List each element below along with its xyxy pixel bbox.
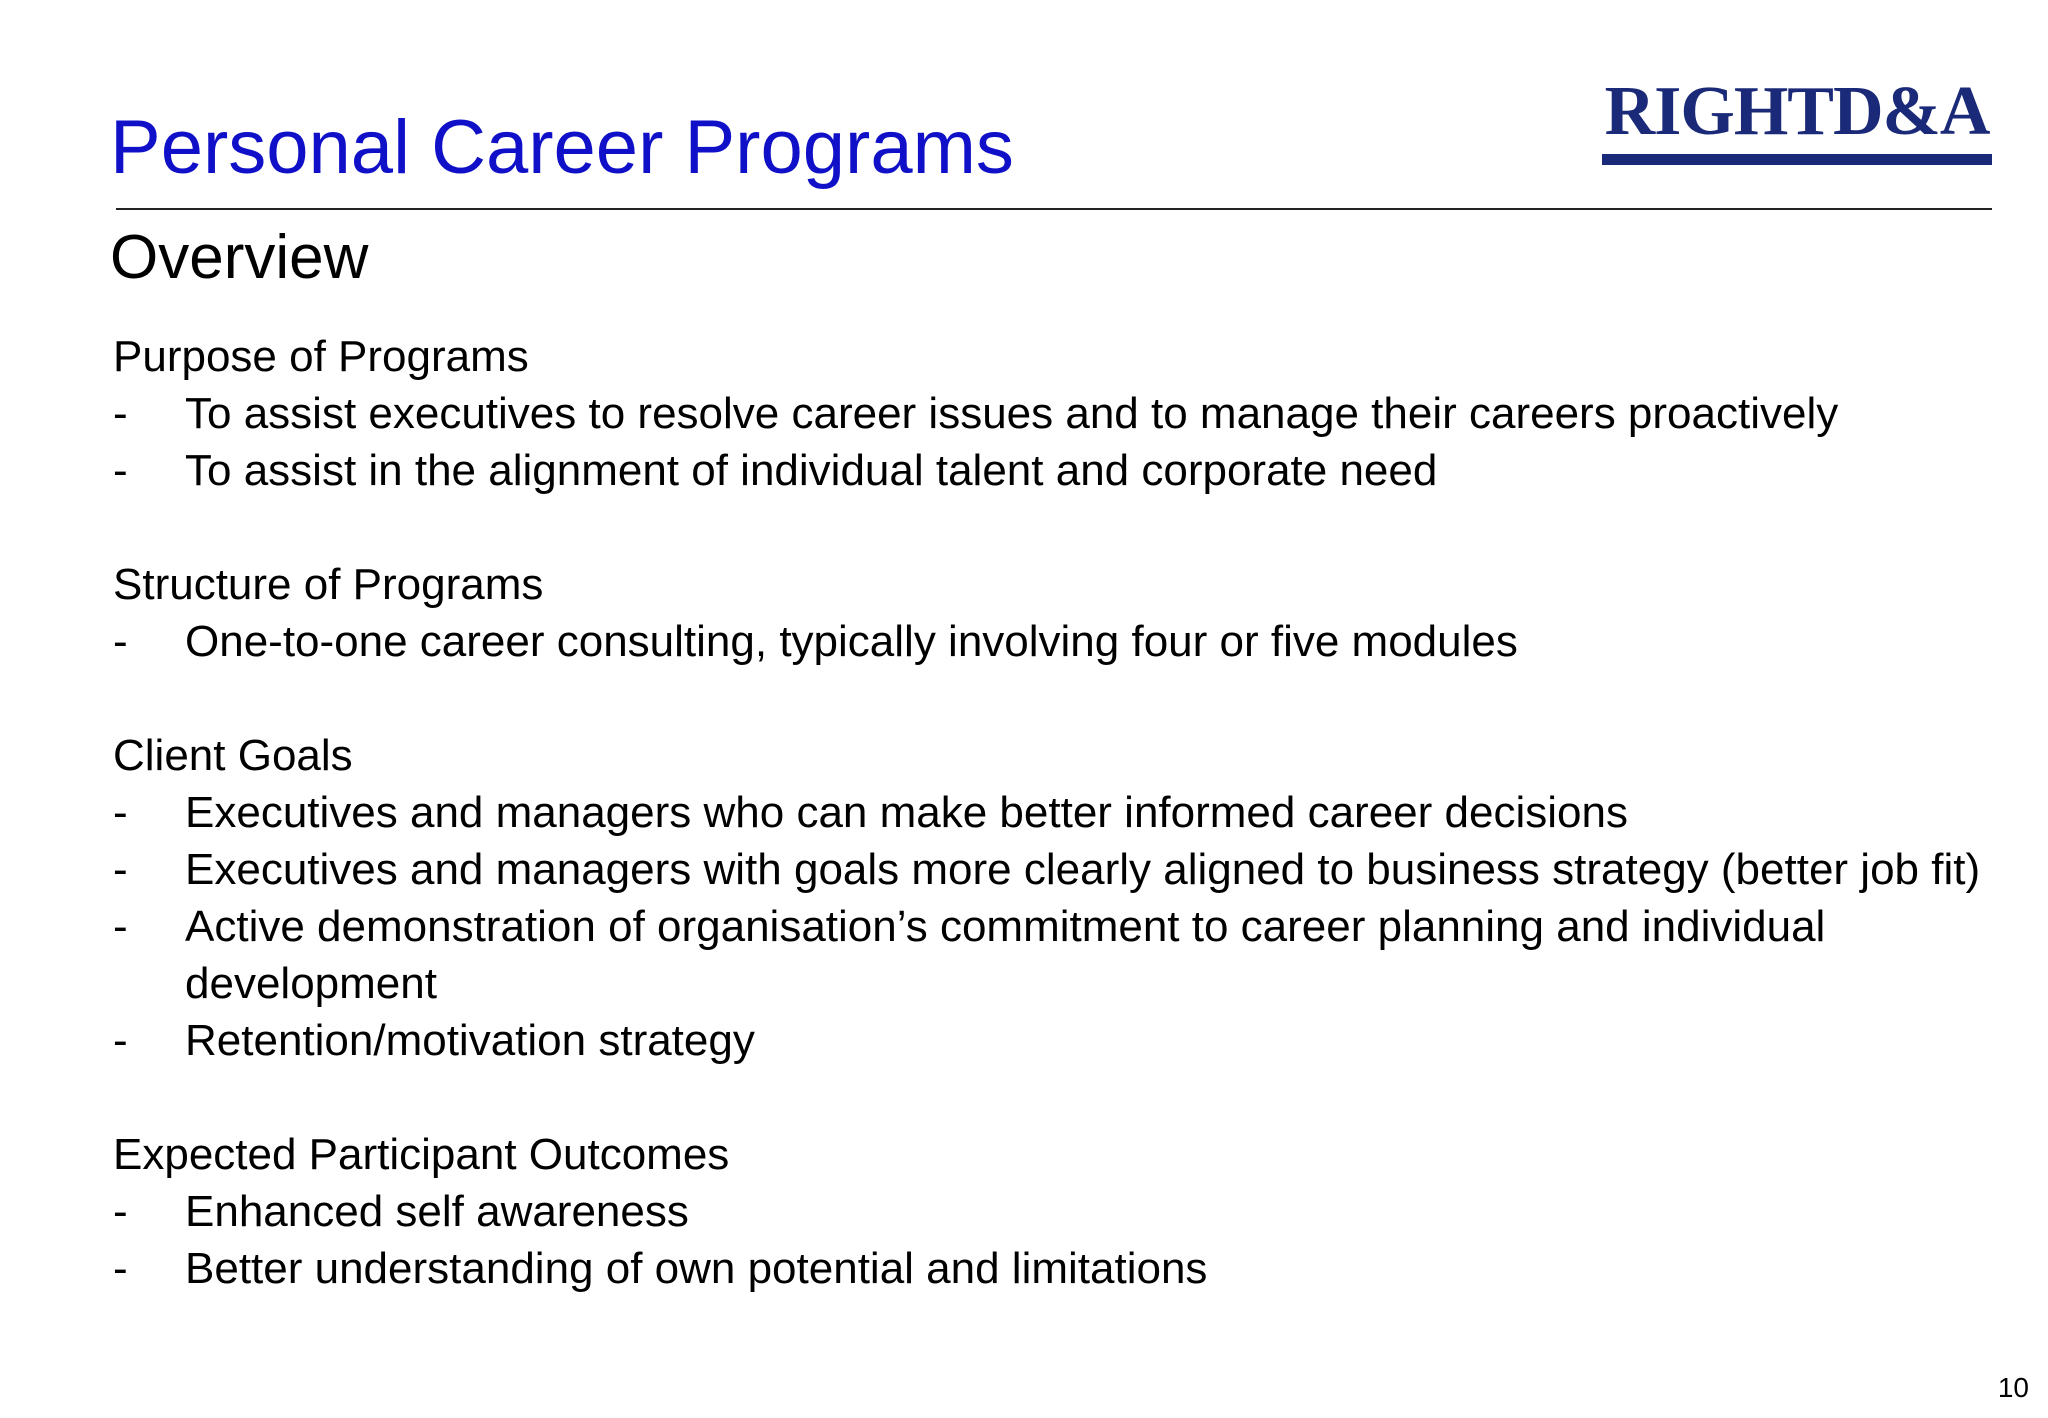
- section-purpose: [113, 328, 2003, 499]
- bullet-text: To assist executives to resolve career issues and to manage their careers proactively: [185, 389, 1839, 438]
- logo-underline-bar: [1602, 154, 1992, 165]
- bullet-text: Better understanding of own potential and limitations: [185, 1244, 1208, 1293]
- section-heading: Client Goals: [113, 731, 353, 780]
- bullet-text: Enhanced self awareness: [185, 1187, 689, 1236]
- bullet-text: Executives and managers who can make better informed career decisions: [185, 788, 1628, 837]
- bullet-text: Executives and managers with goals more clearly aligned to business strategy (better job fit): [185, 845, 1981, 894]
- bullet-item: [113, 442, 2003, 499]
- company-logo: [1602, 72, 1992, 168]
- logo-wordmark: RIGHTD&A: [1604, 73, 1990, 150]
- bullet-item: [113, 385, 2003, 442]
- bullet-text: One-to-one career consulting, typically involving four or five modules: [185, 617, 1518, 666]
- bullet-text: To assist in the alignment of individual talent and corporate need: [185, 446, 1438, 495]
- bullet-item: [113, 898, 2003, 1012]
- section-heading: Structure of Programs: [113, 560, 544, 609]
- dash-bullet-icon: -: [113, 1187, 128, 1236]
- dash-bullet-icon: -: [113, 902, 128, 951]
- bullet-text: Active demonstration of organisation’s commitment to career planning and individual development: [185, 902, 1826, 1008]
- title-divider: [116, 208, 1992, 210]
- dash-bullet-icon: -: [113, 617, 128, 666]
- dash-bullet-icon: -: [113, 389, 128, 438]
- bullet-item: [113, 841, 2003, 898]
- dash-bullet-icon: -: [113, 446, 128, 495]
- bullet-item: [113, 1240, 2003, 1297]
- section-participant-outcomes: [113, 1126, 2003, 1297]
- page-subtitle: Overview: [110, 223, 369, 292]
- section-client-goals: [113, 727, 2003, 1069]
- dash-bullet-icon: -: [113, 1016, 128, 1065]
- bullet-item: [113, 1012, 2003, 1069]
- bullet-text: Retention/motivation strategy: [185, 1016, 755, 1065]
- page-title: Personal Career Programs: [110, 105, 1014, 190]
- dash-bullet-icon: -: [113, 845, 128, 894]
- dash-bullet-icon: -: [113, 788, 128, 837]
- slide-body: [113, 328, 2003, 1354]
- page-number: 10: [1997, 1372, 2029, 1403]
- section-heading: Purpose of Programs: [113, 332, 529, 381]
- bullet-item: [113, 1183, 2003, 1240]
- bullet-item: [113, 613, 2003, 670]
- bullet-item: [113, 784, 2003, 841]
- section-structure: [113, 556, 2003, 670]
- section-heading: Expected Participant Outcomes: [113, 1130, 730, 1179]
- dash-bullet-icon: -: [113, 1244, 128, 1293]
